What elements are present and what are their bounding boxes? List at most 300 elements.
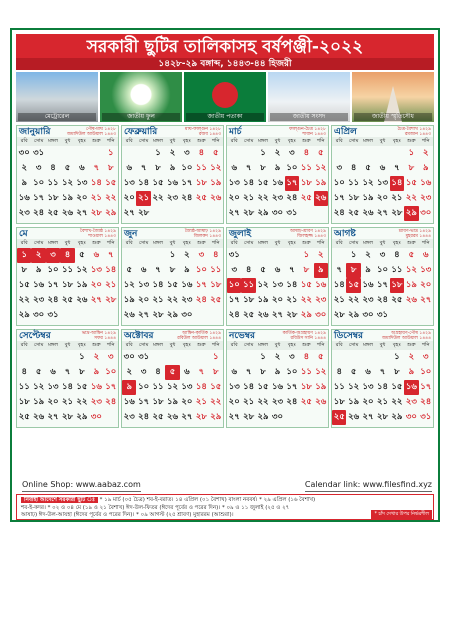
date-cell: ১৮ bbox=[348, 193, 360, 203]
era-line: জমাদিউল আউয়াল ১৪৪৩ bbox=[67, 131, 116, 137]
date-cell: ৪ bbox=[394, 250, 400, 260]
date-cell: ১৪ bbox=[105, 265, 117, 275]
date-cell: ১০ bbox=[105, 367, 117, 377]
date-cell: ২৯ bbox=[257, 208, 269, 218]
date-cell: ২৯ bbox=[105, 208, 117, 218]
date-cell: ৫ bbox=[35, 367, 42, 377]
date-grid bbox=[332, 146, 433, 221]
weekday-row bbox=[122, 341, 223, 350]
date-cell: ১৯ bbox=[76, 280, 88, 290]
month-block bbox=[16, 227, 119, 326]
weekday-label: বৃহঃ bbox=[392, 342, 401, 348]
date-cell: ১৩ bbox=[228, 382, 240, 392]
date-cell: ৬ bbox=[379, 163, 386, 173]
flag-sun-icon bbox=[212, 82, 238, 108]
month-block bbox=[121, 125, 224, 224]
weekday-label: বুধ bbox=[64, 342, 71, 348]
date-cell: ২ bbox=[274, 148, 281, 158]
date-cell: ২২ bbox=[76, 397, 88, 407]
date-cell: ১০ bbox=[47, 265, 59, 275]
date-cell: ১৪ bbox=[243, 178, 255, 188]
date-cell: ১২ bbox=[257, 280, 269, 290]
date-cell: ২৭ bbox=[181, 412, 193, 422]
weekday-label: মঙ্গল bbox=[48, 342, 58, 348]
date-cell bbox=[104, 308, 118, 323]
date-cell: ৪ bbox=[336, 367, 342, 377]
photo-caption: জাতীয় সংসদ bbox=[270, 113, 348, 121]
date-cell: ১৫ bbox=[210, 382, 222, 392]
date-cell: ১০ bbox=[286, 163, 298, 173]
date-cell: ৪ bbox=[245, 265, 252, 275]
date-grid bbox=[227, 248, 328, 323]
date-cell: ২৫ bbox=[47, 208, 59, 218]
date-cell: ৪ bbox=[213, 250, 219, 260]
date-cell: ২৮ bbox=[105, 295, 117, 305]
date-cell: ১৭ bbox=[105, 382, 117, 392]
date-cell: ১৬ bbox=[123, 397, 135, 407]
date-cell: ১১ bbox=[300, 163, 312, 173]
date-cell: ৮ bbox=[303, 265, 310, 275]
weekday-label: বৃহঃ bbox=[182, 138, 191, 144]
date-cell: ২৯ bbox=[404, 206, 418, 221]
weekday-label: বৃহঃ bbox=[77, 240, 86, 246]
date-cell: ১৩ bbox=[420, 265, 432, 275]
date-cell: ৫ bbox=[408, 250, 415, 260]
date-cell: ২৪ bbox=[47, 295, 59, 305]
date-cell: ৬ bbox=[93, 250, 100, 260]
date-cell bbox=[60, 146, 74, 161]
date-grid bbox=[17, 146, 118, 221]
monument-photo bbox=[352, 72, 434, 122]
date-cell: ১১ bbox=[348, 178, 360, 188]
date-cell: ২৬ bbox=[257, 310, 269, 320]
date-cell: ১৯ bbox=[257, 295, 269, 305]
date-cell: ২২ bbox=[210, 397, 222, 407]
date-cell: ৫ bbox=[318, 352, 324, 362]
date-cell: ১১ bbox=[210, 265, 222, 275]
date-cell: ১০ bbox=[181, 163, 193, 173]
date-cell: ১৮ bbox=[18, 397, 30, 407]
era-line: রবিউল আউয়াল ১৪৪৪ bbox=[177, 335, 221, 341]
weekday-row bbox=[332, 341, 433, 350]
date-cell: ২৩ bbox=[33, 295, 45, 305]
date-cell: ২৭ bbox=[420, 295, 432, 305]
date-cell: ২১ bbox=[105, 280, 117, 290]
date-cell: ৩০ bbox=[271, 412, 284, 422]
weekday-label: বুধ bbox=[169, 342, 176, 348]
date-cell bbox=[180, 206, 194, 221]
date-cell: ১৯ bbox=[348, 397, 360, 407]
date-cell: ২৭ bbox=[228, 208, 240, 218]
photo-caption: মেট্রোরেল bbox=[18, 113, 96, 121]
era-line: কার্তিক-অগ্রহায়ণ ১৪২৯ bbox=[282, 330, 326, 336]
date-cell bbox=[165, 206, 179, 221]
date-cell: ২০ bbox=[420, 280, 432, 290]
date-grid bbox=[122, 146, 223, 221]
date-cell: ৩০ bbox=[420, 208, 432, 218]
date-cell: ১৩ bbox=[181, 382, 193, 392]
date-cell: ২০ bbox=[228, 397, 240, 407]
weekday-label: মঙ্গল bbox=[363, 240, 373, 246]
date-cell: ৩০ bbox=[405, 412, 417, 422]
date-cell: ২২ bbox=[18, 295, 30, 305]
date-cell bbox=[209, 308, 223, 323]
weekday-row bbox=[227, 137, 328, 146]
date-cell: ১ bbox=[108, 148, 114, 158]
weekday-label: বৃহঃ bbox=[182, 342, 191, 348]
weekday-label: শুক্র bbox=[302, 342, 311, 348]
month-era-info bbox=[382, 331, 431, 341]
weekday-label: সোম bbox=[348, 342, 359, 348]
weekday-label: শনি bbox=[422, 138, 430, 144]
month-name: সেপ্টেম্বর bbox=[19, 331, 51, 341]
date-cell: ১ bbox=[169, 250, 176, 260]
date-cell: ১১ bbox=[47, 178, 59, 188]
weekday-label: মঙ্গল bbox=[48, 138, 58, 144]
date-cell bbox=[17, 350, 31, 365]
date-cell: ১৮ bbox=[243, 295, 255, 305]
date-grid bbox=[227, 350, 328, 425]
era-line: রবিউস সানি ১৪৪৪ bbox=[290, 335, 326, 341]
date-cell: ২৭ bbox=[76, 208, 88, 218]
date-cell: ২২ bbox=[391, 397, 403, 407]
date-cell: ৭ bbox=[289, 265, 295, 275]
date-cell: ১০ bbox=[138, 382, 150, 392]
era-line: চৈত্র-বৈশাখ ১৪২৯ bbox=[397, 126, 431, 132]
date-cell: ৭ bbox=[336, 265, 342, 275]
date-cell: ১৩ bbox=[47, 382, 59, 392]
date-cell: ৫ bbox=[365, 163, 371, 173]
weekday-label: বুধ bbox=[274, 342, 281, 348]
date-cell: ১৫ bbox=[105, 178, 117, 188]
date-cell bbox=[194, 206, 208, 221]
date-grid bbox=[332, 248, 433, 323]
date-cell bbox=[122, 248, 136, 263]
date-cell: ২৭ bbox=[271, 310, 284, 320]
date-cell: ১৯ bbox=[33, 397, 45, 407]
weekday-label: শনি bbox=[317, 342, 325, 348]
weekday-label: শনি bbox=[107, 342, 115, 348]
date-cell: ১৯ bbox=[315, 382, 327, 392]
date-cell bbox=[31, 350, 45, 365]
weekday-label: রবি bbox=[125, 138, 133, 144]
date-cell: ৬ bbox=[184, 367, 190, 377]
date-cell: ২ bbox=[365, 250, 371, 260]
date-cell bbox=[194, 308, 208, 323]
date-cell: ২৪ bbox=[376, 295, 389, 305]
date-cell: ১১ bbox=[391, 265, 403, 275]
weekday-label: সোম bbox=[33, 240, 44, 246]
weekday-label: রবি bbox=[20, 342, 28, 348]
date-cell: ৩০ bbox=[90, 412, 102, 422]
parliament-photo bbox=[268, 72, 350, 122]
weekday-label: সোম bbox=[138, 342, 149, 348]
date-cell bbox=[285, 248, 299, 263]
date-grid bbox=[17, 248, 118, 323]
date-cell: ১৯ bbox=[166, 397, 178, 407]
date-cell: ১৮ bbox=[195, 178, 207, 188]
date-cell bbox=[151, 248, 165, 263]
photo-caption: জাতীয় পতাকা bbox=[186, 113, 264, 121]
date-cell: ২৩ bbox=[271, 397, 284, 407]
month-header bbox=[227, 228, 328, 239]
date-cell: ১০ bbox=[286, 367, 298, 377]
date-cell: ২৯ bbox=[300, 310, 312, 320]
date-cell: ১৪ bbox=[390, 176, 404, 191]
date-cell: ২৪ bbox=[138, 412, 150, 422]
weekday-label: রবি bbox=[335, 240, 343, 246]
date-cell: ২ bbox=[274, 352, 281, 362]
weekday-label: শনি bbox=[317, 240, 325, 246]
date-cell: ৪ bbox=[50, 163, 56, 173]
date-cell bbox=[60, 308, 74, 323]
page-subtitle: ১৪২৮-২৯ বঙ্গাব্দ, ১৪৪৩-৪৪ হিজরী bbox=[16, 58, 434, 70]
date-cell: ৫ bbox=[318, 148, 324, 158]
date-cell: ১৩ bbox=[376, 178, 389, 188]
month-header bbox=[227, 126, 328, 137]
date-cell: ১৩ bbox=[362, 382, 374, 392]
weekday-label: শনি bbox=[317, 138, 325, 144]
date-cell bbox=[346, 146, 360, 161]
date-grid bbox=[17, 350, 118, 425]
date-cell: ২৪ bbox=[228, 310, 240, 320]
month-era-info bbox=[185, 229, 221, 239]
weekday-label: রবি bbox=[20, 138, 28, 144]
weekday-row bbox=[332, 137, 433, 146]
moon-note: * চাঁদ দেখার উপর নির্ভরশীল bbox=[371, 510, 432, 520]
date-cell: ৫ bbox=[213, 148, 219, 158]
date-cell: ২৬ bbox=[315, 397, 327, 407]
calendar-link[interactable]: Calendar link: www.filesfind.xyz bbox=[305, 480, 432, 492]
date-cell: ২৭ bbox=[138, 310, 150, 320]
date-cell: ১২ bbox=[210, 163, 222, 173]
date-cell: ১৭ bbox=[195, 280, 207, 290]
date-cell bbox=[285, 410, 299, 425]
date-cell: ২৪ bbox=[105, 397, 117, 407]
date-cell: ২১ bbox=[61, 397, 74, 407]
era-line: রজব ১৪৪৩ bbox=[198, 131, 221, 137]
date-cell: ২৮ bbox=[243, 412, 255, 422]
date-cell: ২৩ bbox=[90, 397, 102, 407]
date-cell: ৪ bbox=[350, 163, 357, 173]
date-cell bbox=[390, 308, 404, 323]
weekday-label: বৃহঃ bbox=[77, 342, 86, 348]
date-cell: ২৬ bbox=[210, 193, 222, 203]
date-cell: ২৩ bbox=[405, 397, 417, 407]
page-title: সরকারী ছুটির তালিকাসহ বর্ষপঞ্জী-২০২২ bbox=[86, 37, 364, 57]
date-cell bbox=[75, 308, 89, 323]
weekday-label: শুক্র bbox=[92, 342, 101, 348]
date-cell bbox=[314, 410, 328, 425]
date-cell: ২৪ bbox=[286, 193, 298, 203]
weekday-label: শনি bbox=[212, 138, 220, 144]
date-cell bbox=[270, 248, 284, 263]
date-cell: ১১ bbox=[61, 265, 73, 275]
weekday-label: রবি bbox=[230, 138, 238, 144]
flag-photo bbox=[184, 72, 266, 122]
date-cell: ১৮ bbox=[300, 382, 312, 392]
date-cell: ১৫ bbox=[152, 178, 164, 188]
date-cell: ২৩ bbox=[181, 295, 193, 305]
era-line: মুহররম ১৪৪৪ bbox=[405, 233, 431, 239]
date-cell: ৩ bbox=[35, 163, 42, 173]
date-cell: ৫ bbox=[165, 365, 179, 380]
date-cell: ১ bbox=[17, 248, 31, 263]
weekday-row bbox=[122, 239, 223, 248]
weekday-label: রবি bbox=[230, 240, 238, 246]
weekday-row bbox=[332, 239, 433, 248]
era-line: ভাদ্র-আশ্বিন ১৪২৯ bbox=[81, 330, 116, 336]
date-cell: ২ bbox=[318, 250, 324, 260]
date-cell: ৭ bbox=[155, 265, 161, 275]
month-era-info bbox=[185, 127, 221, 137]
date-cell: ১৬ bbox=[90, 382, 102, 392]
date-cell: ১৬ bbox=[420, 178, 432, 188]
weekday-label: শুক্র bbox=[92, 240, 101, 246]
date-cell: ৪ bbox=[21, 367, 27, 377]
date-cell: ১৩ bbox=[90, 265, 102, 275]
weekday-label: বুধ bbox=[379, 138, 386, 144]
date-cell: ১৯ bbox=[315, 178, 327, 188]
date-cell: ১ bbox=[79, 352, 85, 362]
weekday-label: বৃহঃ bbox=[182, 240, 191, 246]
date-cell: ২২ bbox=[257, 397, 269, 407]
date-cell: ২৬ bbox=[76, 295, 88, 305]
weekday-label: শুক্র bbox=[302, 240, 311, 246]
month-era-info bbox=[177, 331, 221, 341]
date-cell: ২৬ bbox=[33, 412, 45, 422]
date-cell: ২২ bbox=[257, 193, 269, 203]
date-cell: ১৬ bbox=[404, 380, 418, 395]
shop-link[interactable]: Online Shop: www.aabaz.com bbox=[22, 480, 141, 492]
date-cell bbox=[46, 146, 60, 161]
month-block bbox=[331, 329, 434, 428]
date-cell: ৮ bbox=[394, 367, 400, 377]
month-name: নভেম্বর bbox=[229, 331, 255, 341]
date-cell: ৪ bbox=[198, 148, 205, 158]
weekday-label: মঙ্গল bbox=[48, 240, 58, 246]
date-cell: ২৮ bbox=[90, 208, 102, 218]
date-cell: ১৮ bbox=[152, 397, 164, 407]
date-cell: ২৭ bbox=[228, 412, 240, 422]
date-cell: ৩ bbox=[140, 367, 147, 377]
date-cell bbox=[256, 248, 270, 263]
date-cell: ২৬ bbox=[123, 310, 135, 320]
date-cell: ১৯ bbox=[362, 193, 374, 203]
weekday-label: বৃহঃ bbox=[287, 138, 296, 144]
date-cell bbox=[136, 248, 150, 263]
date-cell: ২৩ bbox=[362, 295, 374, 305]
month-header bbox=[17, 228, 118, 239]
photo-caption: জাতীয় স্মৃতিসৌধ bbox=[354, 113, 432, 121]
era-line: শ্রাবণ-ভাদ্র ১৪২৯ bbox=[398, 228, 431, 234]
date-cell: ৬ bbox=[423, 250, 429, 260]
date-cell: ১৬ bbox=[362, 280, 374, 290]
date-cell: ২১ bbox=[333, 295, 345, 305]
date-cell: ২৮ bbox=[333, 310, 345, 320]
date-cell: ১৪ bbox=[333, 280, 345, 290]
weekday-label: মঙ্গল bbox=[258, 138, 268, 144]
date-cell: ১ bbox=[408, 148, 415, 158]
date-cell bbox=[346, 350, 360, 365]
date-cell: ৮ bbox=[213, 367, 219, 377]
date-cell: ২৫ bbox=[152, 412, 164, 422]
era-line: জিলকদ ১৪৪৩ bbox=[193, 233, 221, 239]
date-cell bbox=[46, 350, 60, 365]
date-cell: ৩ bbox=[198, 250, 205, 260]
month-name: অক্টোবর bbox=[124, 331, 154, 341]
date-cell: ২ bbox=[184, 250, 190, 260]
era-line: জিলহজ্জ ১৪৪৩ bbox=[297, 233, 326, 239]
date-cell: ৩ bbox=[336, 163, 342, 173]
date-cell: ২৫ bbox=[243, 310, 255, 320]
date-cell: ২০ bbox=[47, 397, 59, 407]
date-cell: ২৩ bbox=[123, 412, 135, 422]
date-cell: ১৩ bbox=[138, 280, 150, 290]
month-era-info bbox=[290, 229, 326, 239]
weekday-label: বৃহঃ bbox=[392, 138, 401, 144]
date-cell: ৬ bbox=[79, 163, 85, 173]
date-cell: ২৯ bbox=[348, 310, 360, 320]
date-cell: ২৩ bbox=[18, 208, 30, 218]
date-cell: ১০ bbox=[227, 278, 241, 293]
date-cell: ১৭ bbox=[138, 397, 150, 407]
date-cell: ১৬ bbox=[181, 280, 193, 290]
date-grid bbox=[122, 350, 223, 425]
date-cell: ২২ bbox=[166, 295, 179, 305]
weekday-row bbox=[122, 137, 223, 146]
weekday-label: মঙ্গল bbox=[153, 138, 163, 144]
month-block bbox=[331, 227, 434, 326]
date-cell: ২৮ bbox=[243, 208, 255, 218]
date-cell: ২৭ bbox=[90, 295, 102, 305]
month-block bbox=[226, 125, 329, 224]
weekday-label: সোম bbox=[243, 342, 254, 348]
weekday-label: বৃহঃ bbox=[392, 240, 401, 246]
date-cell bbox=[194, 350, 208, 365]
weekday-label: বুধ bbox=[169, 240, 176, 246]
date-cell: ১৬ bbox=[271, 382, 284, 392]
era-line: পৌষ-মাঘ ১৪২৮ bbox=[86, 126, 116, 132]
month-name: জুন bbox=[124, 229, 138, 239]
date-cell: ৫ bbox=[260, 265, 266, 275]
date-cell: ১২ bbox=[315, 163, 327, 173]
date-cell: ৭ bbox=[245, 163, 252, 173]
date-cell: ৫ bbox=[64, 163, 71, 173]
date-grid bbox=[227, 146, 328, 221]
date-cell: ৩০ bbox=[123, 352, 135, 362]
date-cell bbox=[227, 350, 241, 365]
date-cell: ২১ bbox=[286, 295, 298, 305]
weekday-label: বুধ bbox=[274, 240, 281, 246]
date-cell: ১৭ bbox=[181, 178, 193, 188]
date-cell: ২৫ bbox=[18, 412, 30, 422]
date-cell: ২৮ bbox=[152, 310, 164, 320]
weekday-row bbox=[227, 341, 328, 350]
weekday-label: শনি bbox=[212, 240, 220, 246]
date-cell: ২৭ bbox=[362, 412, 374, 422]
date-cell: ২৩ bbox=[420, 193, 432, 203]
weekday-label: রবি bbox=[335, 138, 343, 144]
weekday-label: বুধ bbox=[274, 138, 281, 144]
date-cell: ১৯ bbox=[405, 280, 417, 290]
date-cell: ৮ bbox=[108, 163, 114, 173]
title-banner bbox=[16, 34, 434, 68]
date-cell: ১২ bbox=[348, 382, 360, 392]
date-cell: ১৫ bbox=[18, 280, 30, 290]
weekday-label: সোম bbox=[243, 240, 254, 246]
date-cell: ২৩ bbox=[315, 295, 327, 305]
